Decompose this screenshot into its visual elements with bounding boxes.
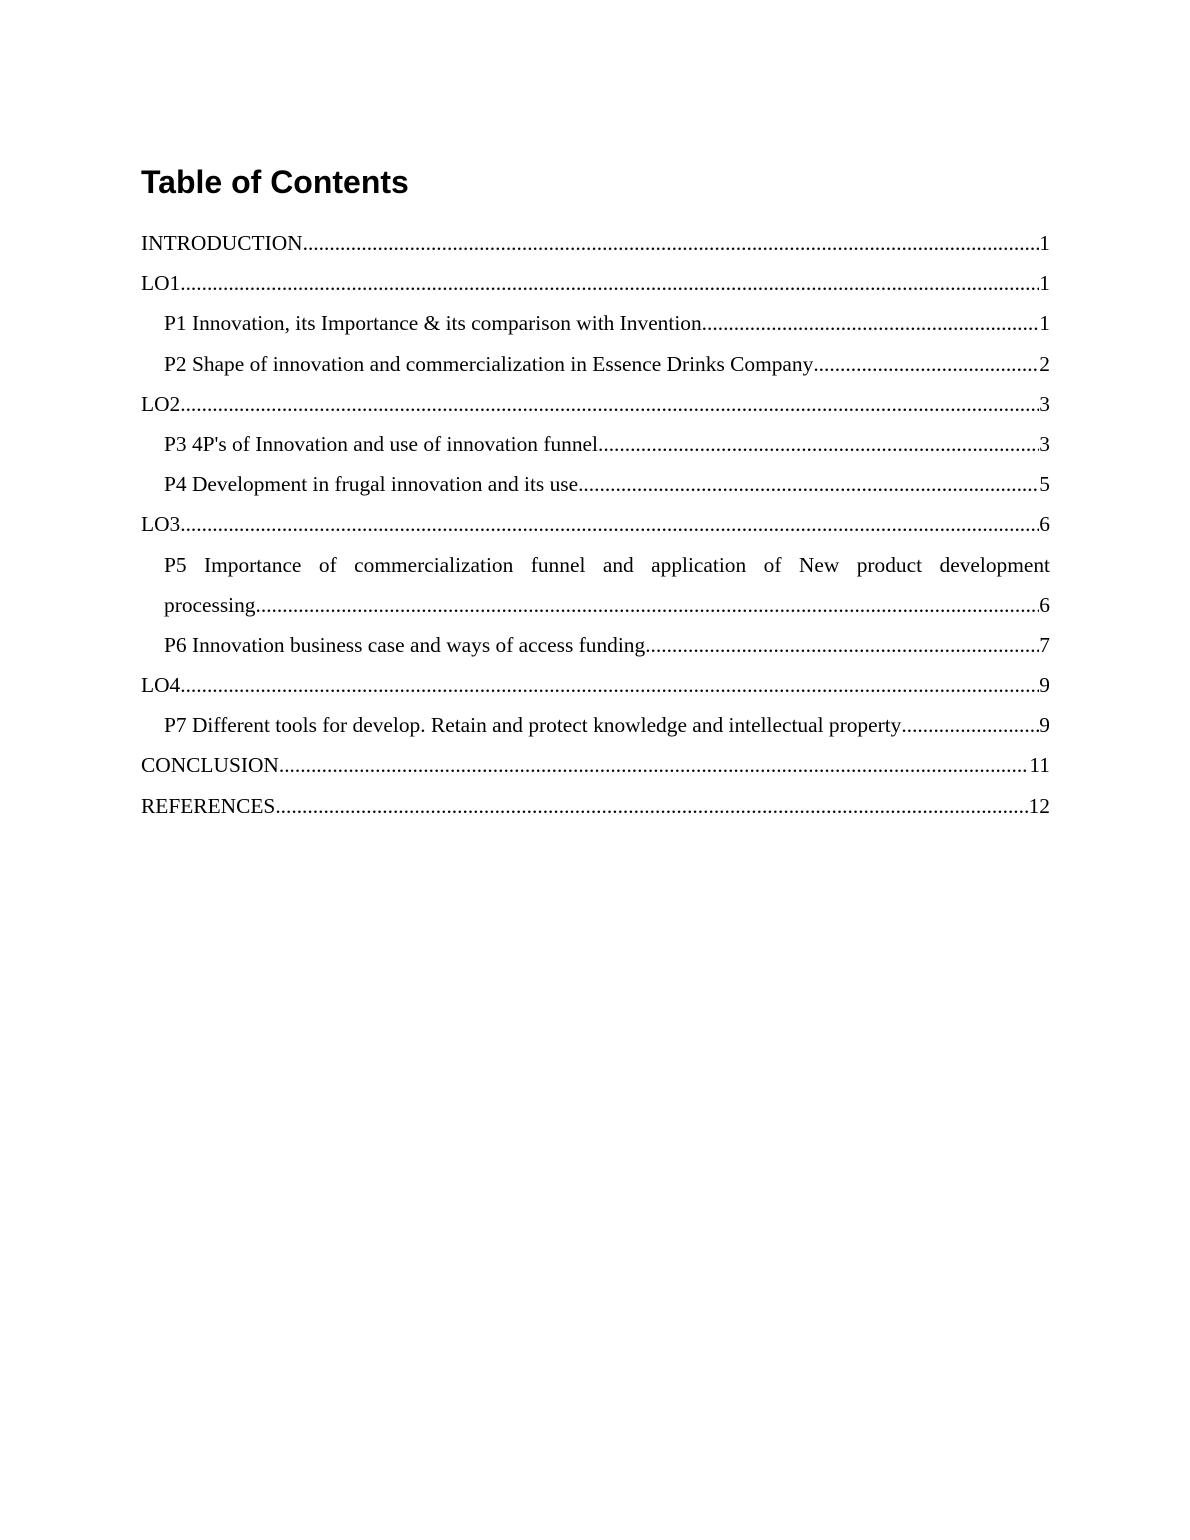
toc-leader-dots <box>901 705 1039 745</box>
toc-entry-p2[interactable] <box>141 344 1050 384</box>
toc-leader-dots <box>180 665 1039 705</box>
toc-leader-dots <box>275 786 1028 826</box>
toc-page-number: 1 <box>1039 311 1050 336</box>
toc-page-number: 12 <box>1028 793 1050 818</box>
toc-entry-text: P1 Innovation, its Importance & its comparison with Invention <box>164 311 702 336</box>
toc-leader-dots <box>645 625 1039 665</box>
toc-title: Table of Contents <box>141 164 409 200</box>
toc-page-number: 5 <box>1039 472 1050 497</box>
toc-leader-dots <box>256 585 1040 625</box>
toc-entry-introduction[interactable] <box>141 223 1050 263</box>
toc-page-number: 9 <box>1039 713 1050 738</box>
toc-entry-lo3[interactable] <box>141 504 1050 544</box>
toc-entry-text: CONCLUSION <box>141 753 279 778</box>
toc-entry-text: REFERENCES <box>141 793 276 818</box>
toc-entry-text: LO1 <box>141 271 181 296</box>
toc-entry-p1[interactable] <box>141 303 1050 343</box>
toc-entry-conclusion[interactable] <box>141 745 1050 785</box>
toc-entry-text: P7 Different tools for develop. Retain and protect knowledge and intellectual property <box>164 713 902 738</box>
toc-leader-dots <box>180 263 1039 303</box>
toc-entry-references[interactable] <box>141 786 1050 826</box>
toc-page-number: 11 <box>1029 753 1050 778</box>
toc-page-number: 3 <box>1039 391 1050 416</box>
toc-entry-text: LO2 <box>141 391 181 416</box>
toc-page-number: 1 <box>1039 271 1050 296</box>
toc-leader-dots <box>702 303 1040 343</box>
toc-page-number: 3 <box>1039 431 1050 456</box>
toc-leader-dots <box>598 424 1039 464</box>
toc-entry-p7[interactable] <box>141 705 1050 745</box>
toc-entry-text-line2: processing <box>164 592 256 617</box>
toc-leader-dots <box>180 504 1039 544</box>
toc-page-number: 6 <box>1039 592 1050 617</box>
toc-entry-text: LO4 <box>141 673 181 698</box>
toc-leader-dots <box>303 223 1040 263</box>
toc-page-number: 2 <box>1039 351 1050 376</box>
toc-page-number: 1 <box>1039 231 1050 255</box>
toc-entry-p3[interactable] <box>141 424 1050 464</box>
toc-entry-text: P2 Shape of innovation and commercialization in Essence Drinks Company <box>164 351 814 376</box>
toc-entry-text: P3 4P's of Innovation and use of innovation funnel <box>164 431 598 456</box>
toc-leader-dots <box>813 344 1039 384</box>
toc-entry-text: P6 Innovation business case and ways of access funding <box>164 632 646 657</box>
toc-entry-lo4[interactable] <box>141 665 1050 705</box>
toc-leader-dots <box>180 384 1039 424</box>
toc-entry-text: P4 Development in frugal innovation and its use <box>164 472 579 497</box>
toc-entry-text-line1: P5 Importance of commercialization funnel and application of New product development <box>164 552 1050 577</box>
toc-entry-second-line <box>164 585 1050 625</box>
toc-page-number: 6 <box>1039 512 1050 537</box>
toc-entry-lo1[interactable] <box>141 263 1050 303</box>
toc-entry-lo2[interactable] <box>141 384 1050 424</box>
toc-page-number: 7 <box>1039 632 1050 657</box>
toc-entry-p4[interactable] <box>141 464 1050 504</box>
toc-list <box>141 223 1050 826</box>
toc-entry-p5[interactable] <box>141 545 1050 625</box>
toc-entry-text: INTRODUCTION <box>141 231 303 255</box>
toc-page-number: 9 <box>1039 673 1050 698</box>
document-page <box>141 160 1050 826</box>
toc-leader-dots <box>279 745 1030 785</box>
toc-leader-dots <box>578 464 1039 504</box>
toc-entry-text: LO3 <box>141 512 181 537</box>
toc-entry-p6[interactable] <box>141 625 1050 665</box>
